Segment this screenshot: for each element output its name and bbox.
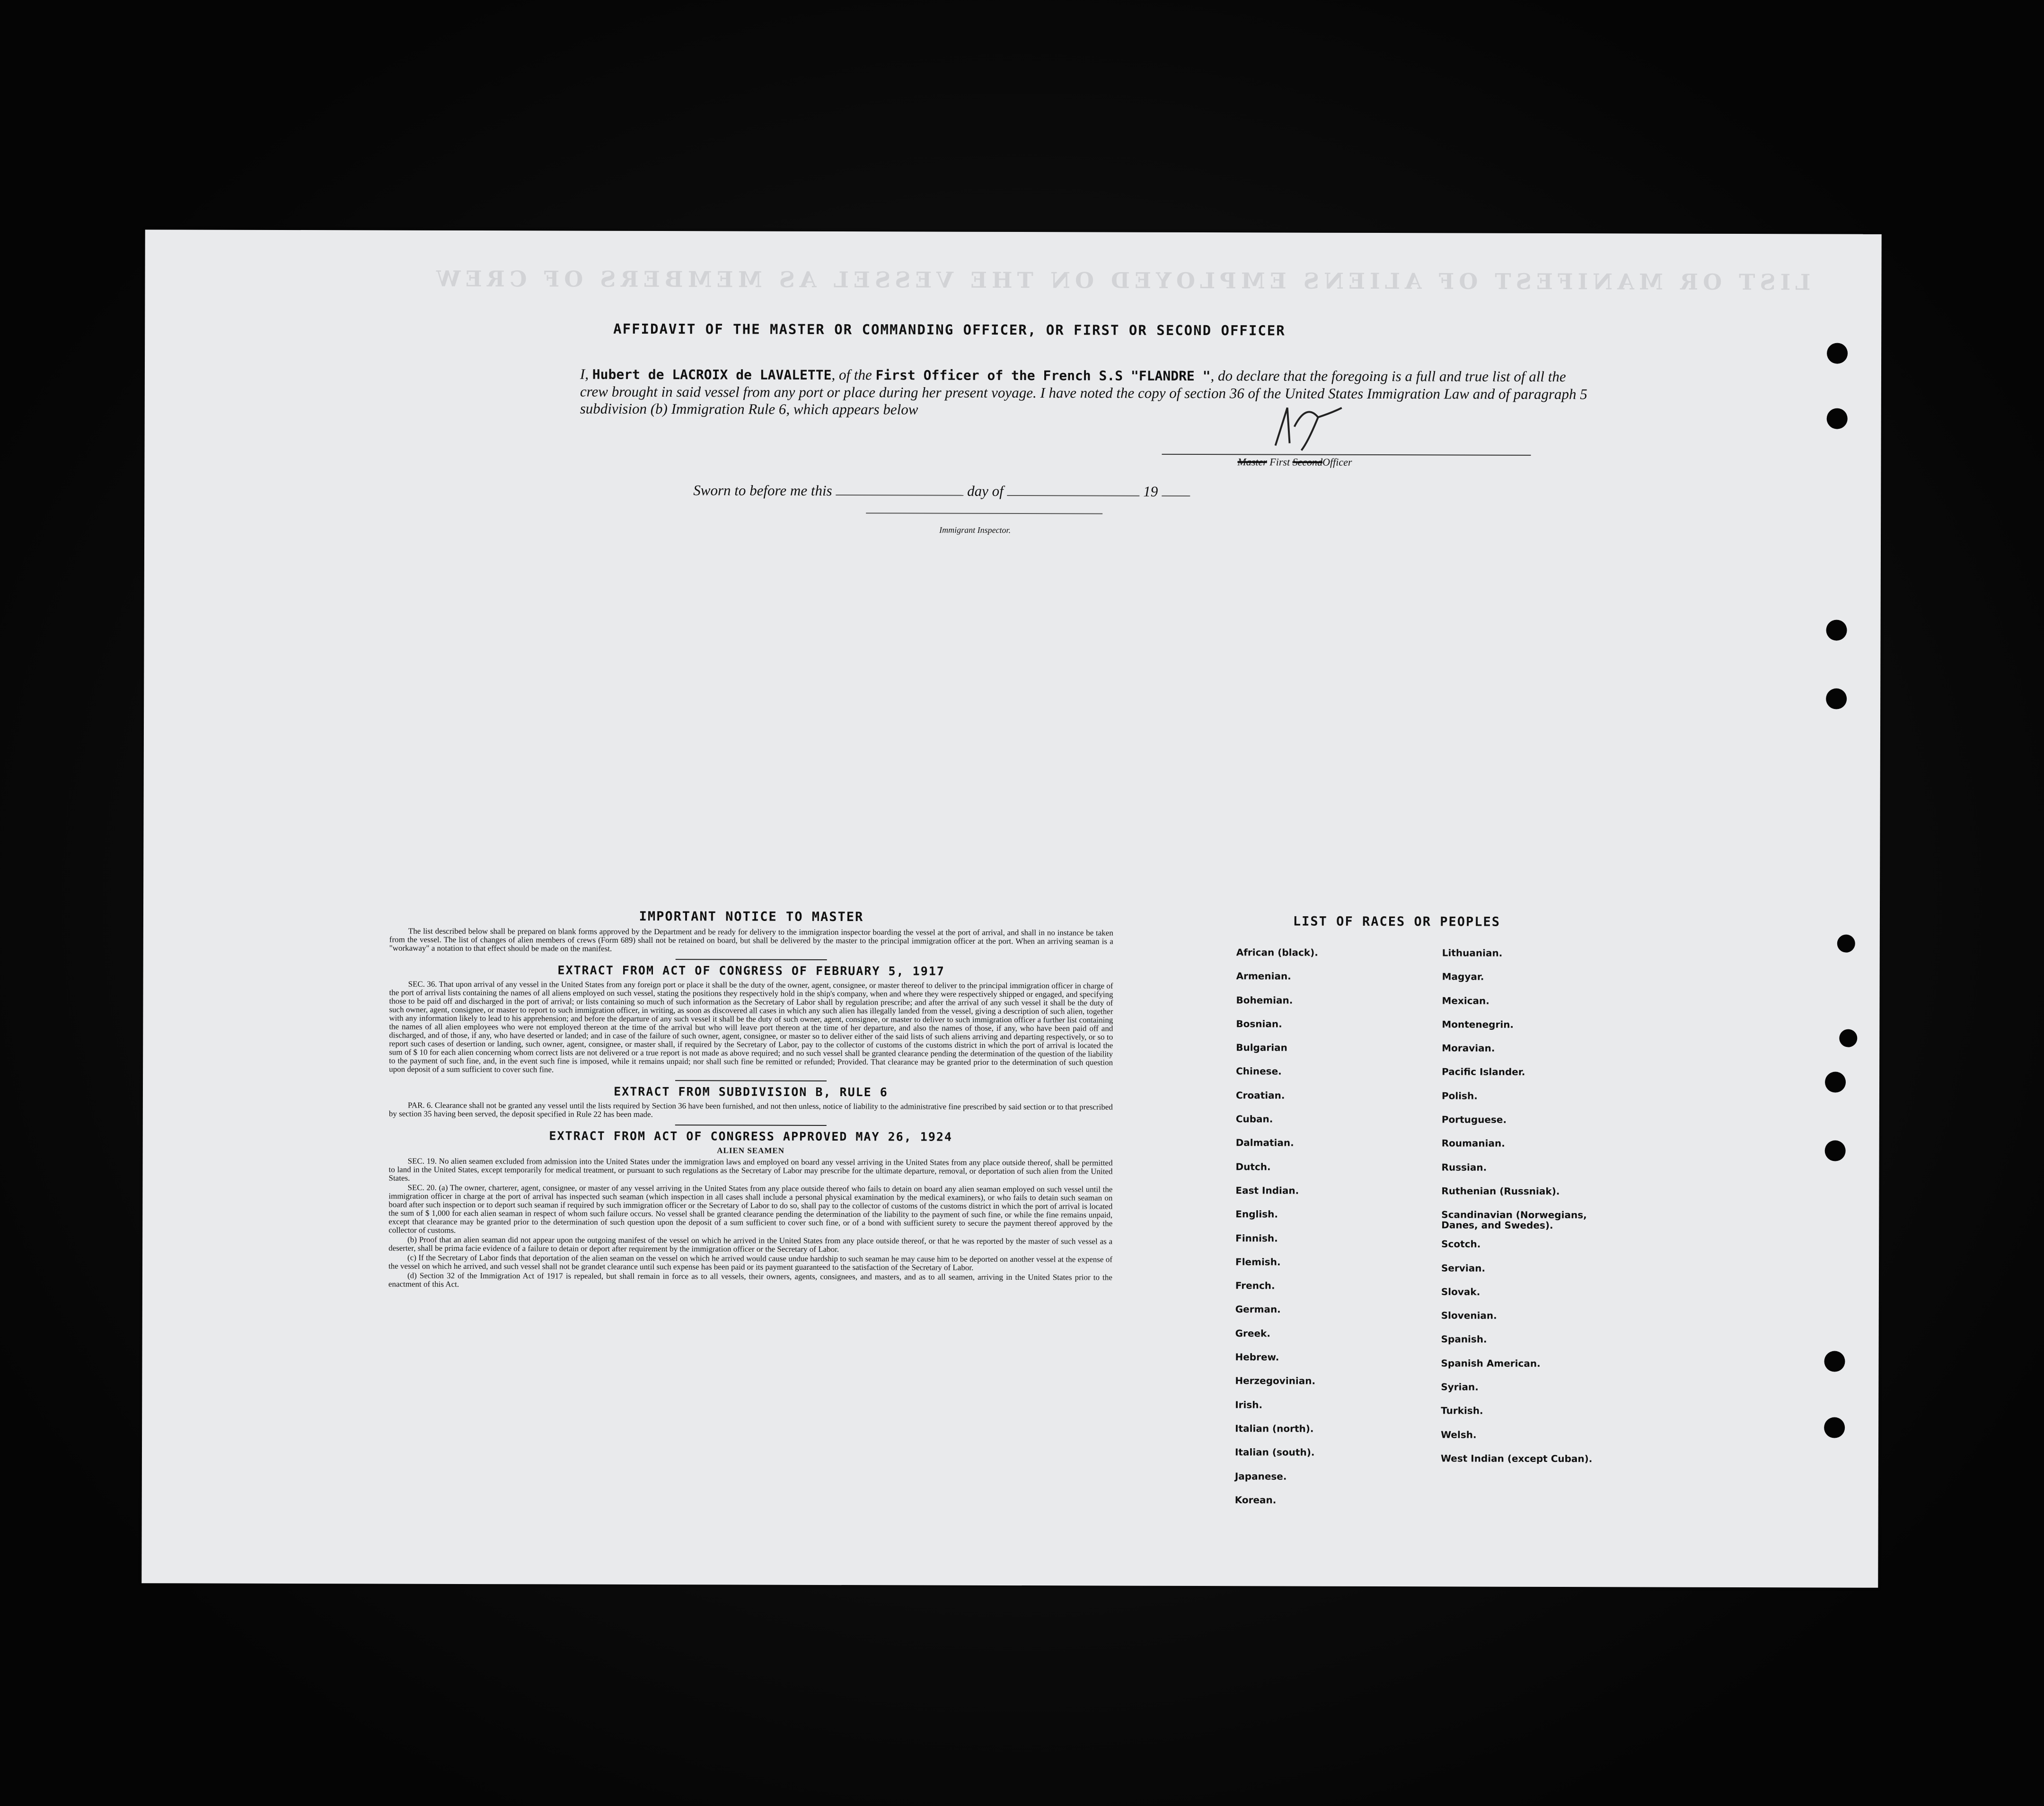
race-item: German. xyxy=(1235,1303,1281,1315)
extract3-sec20c: (c) If the Secretary of Labor finds that deportation of the alien seaman on the vessel on which he arrived would cause undue hardship to such seaman he may cause him to be deported on another vessel at the expense of the vessel on which he arrived, and such vessel shall not be grandet clearance until such expense has been paid or its payment guaranteed to the satisfaction of the Secretary of Labor. xyxy=(388,1253,1113,1272)
declaration-prefix: I, xyxy=(580,365,589,382)
race-item: Chinese. xyxy=(1236,1065,1282,1077)
sworn-day-blank xyxy=(836,495,963,496)
sworn-text: Sworn to before me this xyxy=(693,482,832,499)
notice-intro: The list described below shall be prepared on blank forms approved by the Department and be ready for delivery to the immigration inspector boarding the vessel at the port of arrival, and shall in no instance be taken from the vessel. The list of changes of alien members of crews (Form 689) shall not be retained on board, but shall be delivered by the master to the principal immigration officer at the port. When an arriving seaman is a "workaway" a notation to that effect should be made on the manifest. xyxy=(389,926,1113,953)
race-item: Cuban. xyxy=(1235,1113,1273,1125)
race-item: Servian. xyxy=(1441,1262,1486,1274)
extract3-sec20a: SEC. 20. (a) The owner, charterer, agent, consignee, or master of any vessel arriving in the United States from any place outside thereof who fails to detain on board any alien seaman employed on such vessel until the immigration officer in charge at the port of arrival has inspected such seaman (which inspection in all cases shall include a personal physical examination by the medical examiners), or who fails to detain such seaman on board after such inspection or to deport such seaman if required by such immigration officer or the Secretary of Labor to do so, shall pay to the collector of customs of the customs district in which the port of arrival is located the sum of $ 1,000 for each alien seaman in respect of whom such failure occurs. No vessel shall be granted clearance pending the determination of the liability to the payment of such fine, or while the fine remains unpaid, except that clearance may be granted prior to the determination of such question upon the deposit of a sum sufficient to cover such fine, or of a bond with sufficient surety to secure the payment thereof approved by the collector of customs. xyxy=(388,1183,1113,1235)
caption-first: First xyxy=(1269,456,1290,468)
race-item: Russian. xyxy=(1441,1161,1487,1173)
sworn-day-of: day of xyxy=(967,482,1004,499)
punch-hole xyxy=(1839,1029,1857,1047)
race-item: Dutch. xyxy=(1235,1160,1271,1173)
race-item: Magyar. xyxy=(1442,971,1484,983)
extract2-title: EXTRACT FROM SUBDIVISION B, RULE 6 xyxy=(614,1084,888,1099)
declarant-name: Hubert de LACROIX de LAVALETTE xyxy=(592,366,832,383)
signature-caption xyxy=(1237,456,1352,469)
race-item: Italian (north). xyxy=(1235,1423,1314,1434)
race-item: Korean. xyxy=(1234,1494,1277,1506)
divider xyxy=(676,959,827,960)
race-item: Slovenian. xyxy=(1441,1310,1497,1321)
punch-hole xyxy=(1825,1072,1846,1093)
extract3-sec20d: (d) Section 32 of the Immigration Act of 1917 is repealed, but shall remain in force as to all vessels, their owners, agents, consignees, and masters, and as to all seamen, arriving in the United States prior to the enactment of this Act. xyxy=(388,1271,1112,1289)
race-item: Irish. xyxy=(1235,1399,1263,1411)
race-item: Montenegrin. xyxy=(1442,1018,1514,1030)
divider xyxy=(675,1124,827,1126)
races-right-column xyxy=(1441,947,1622,1477)
sworn-year: 19 xyxy=(1143,483,1158,500)
race-item: Turkish. xyxy=(1441,1405,1483,1416)
race-item: Mexican. xyxy=(1442,994,1489,1007)
punch-hole xyxy=(1825,1141,1846,1161)
race-item: Herzegovinian. xyxy=(1235,1375,1316,1387)
punch-hole xyxy=(1837,935,1855,953)
races-left-column xyxy=(1235,947,1407,1519)
signature-line xyxy=(1162,454,1531,456)
race-item: Italian (south). xyxy=(1234,1446,1315,1458)
race-item: Bohemian. xyxy=(1236,994,1293,1006)
extract3-sec20b: (b) Proof that an alien seaman did not appear upon the outgoing manifest of the vessel on which he arrived in the United States from any place outside thereof, or that he was reported by the master of such vessel as a deserter, shall be prima facie evidence of a failure to detain or deport after requirement by the immigration officer or the Secretary of Labor. xyxy=(388,1235,1113,1254)
notice-title: IMPORTANT NOTICE TO MASTER xyxy=(639,909,864,925)
divider xyxy=(675,1080,827,1081)
race-item: Dalmatian. xyxy=(1235,1137,1294,1149)
race-item: Ruthenian (Russniak). xyxy=(1441,1185,1560,1197)
race-item: Greek. xyxy=(1235,1327,1270,1339)
sworn-statement xyxy=(693,482,1190,500)
race-item: Polish. xyxy=(1441,1090,1478,1102)
race-item: West Indian (except Cuban). xyxy=(1440,1452,1593,1465)
race-item: Scandinavian (Norwegians, Danes, and Swedes). xyxy=(1441,1209,1587,1231)
extract3-sec19: SEC. 19. No alien seamen excluded from admission into the United States under the immigration laws and employed on board any vessel arriving in the United States from any place outside thereof, shall be permitted to land in the United States, except temporarily for medical treatment, or pursuant to such regulations as the Secretary of Labor may prescribe for the ultimate departure, removal, or deportation of such alien from the United States. xyxy=(388,1156,1113,1183)
caption-officer: Officer xyxy=(1322,456,1352,468)
race-item: Finnish. xyxy=(1235,1232,1278,1244)
race-item: Bosnian. xyxy=(1236,1018,1282,1030)
race-item: French. xyxy=(1235,1280,1275,1292)
race-item: East Indian. xyxy=(1235,1185,1299,1196)
race-item: Hebrew. xyxy=(1235,1351,1279,1363)
race-item: Armenian. xyxy=(1236,970,1291,982)
affidavit-title: AFFIDAVIT OF THE MASTER OR COMMANDING OFFICER, OR FIRST OR SECOND OFFICER xyxy=(613,320,1286,339)
race-item: Bulgarian xyxy=(1236,1042,1287,1054)
race-item: Japanese. xyxy=(1234,1470,1287,1482)
inspector-line xyxy=(866,513,1102,514)
race-item: Moravian. xyxy=(1442,1042,1495,1054)
race-item: Portuguese. xyxy=(1441,1114,1507,1125)
race-item: African (black). xyxy=(1236,947,1318,958)
vessel-role: First Officer of the French S.S "FLANDRE " xyxy=(875,367,1211,384)
declaration-of-the: , of the xyxy=(831,366,872,383)
punch-hole xyxy=(1824,1417,1845,1438)
race-item: Lithuanian. xyxy=(1442,947,1503,959)
extract1-text: SEC. 36. That upon arrival of any vessel in the United States from any foreign port or place it shall be the duty of the owner, agent, consignee, or master thereof to deliver to the principal immigration officer in charge of the port of arrival lists containing the names of all aliens employed on such vessel, stating the positions they respectively hold in the ship's company, when and where they were respectively shipped or engaged, and specifying those to be paid off and discharged in the port of arrival; or lists containing so much of such information as the Secretary of Labor shall by regulation prescribe; and after the arrival of any such vessel it shall be the duty of such owner, agent, consignee, or master to report to such immigration officer, in writing, as soon as discovered all cases in which any such alien has illegally landed from the vessel, giving a description of such alien, together with any information likely to lead to his apprehension; and before the departure of any such vessel it shall be the duty of such owner, agent, consignee, or master to deliver to such immigration officer a further list containing the names of all alien employees who were not employed thereon at the time of the arrival but who will leave port thereon at the time of her departure, and also the names of those, if any, who have been paid off and discharged, and of those, if any, who have deserted or landed; and in case of the failure of such owner, agent, consignee, or master so to deliver either of the said lists of such aliens arriving and departing respectively, or so to report such cases of desertion or landing, such owner, agent, consignee, or master shall, if required by the Secretary of Labor, pay to the collector of customs of the customs district in which the port of arrival is located the sum of $ 10 for each alien concerning whom correct lists are not delivered or a true report is not made as above required; and no such vessel shall be granted clearance pending the determination of the question of the liability to the payment of such fine, and, in the event such fine is imposed, while it remains unpaid; nor shall such fine be remitted or refunded; Provided. That clearance may be granted prior to the determination of such question upon deposit of a sum sufficient to cover such fine. xyxy=(389,979,1113,1074)
punch-hole xyxy=(1826,620,1847,641)
important-notice xyxy=(388,909,1113,1292)
affidavit-declaration xyxy=(580,366,1597,420)
race-item: Flemish. xyxy=(1235,1256,1281,1268)
race-item: Scotch. xyxy=(1441,1238,1481,1250)
extract3-subtitle: ALIEN SEAMEN xyxy=(717,1146,785,1155)
signature-mark xyxy=(1261,398,1356,455)
punch-hole xyxy=(1826,689,1847,709)
manifest-sheet xyxy=(141,230,1881,1588)
extract3-title: EXTRACT FROM ACT OF CONGRESS APPROVED MAY 26, 1924 xyxy=(549,1129,953,1144)
race-item: Spanish. xyxy=(1441,1333,1487,1346)
extract1-title: EXTRACT FROM ACT OF CONGRESS OF FEBRUARY 5, 1917 xyxy=(557,963,945,978)
race-item: Slovak. xyxy=(1441,1286,1480,1298)
race-item: Syrian. xyxy=(1441,1381,1479,1393)
punch-hole xyxy=(1827,408,1848,429)
inspector-label: Immigrant Inspector. xyxy=(939,525,1011,535)
declaration-body: , do declare that the foregoing is a full and true list of all the crew brought in said vessel from any port or place during her present voyage. I have noted the copy of section 36 of the United States Immigration Law and of paragraph 5 subdivision (b) Immigration Rule 6, which appears below xyxy=(580,367,1587,418)
struck-master: Master xyxy=(1237,456,1267,468)
struck-second: Second xyxy=(1292,456,1323,468)
bleed-through-heading: LIST OR MANIFEST OF ALIENS EMPLOYED ON THE VESSEL AS MEMBERS OF CREW xyxy=(431,266,1811,295)
punch-hole xyxy=(1827,343,1848,364)
sworn-month-blank xyxy=(1007,495,1140,496)
race-item: English. xyxy=(1235,1208,1278,1220)
race-item: Spanish American. xyxy=(1441,1357,1541,1369)
race-item: Welsh. xyxy=(1441,1429,1477,1441)
extract2-text: PAR. 6. Clearance shall not be granted any vessel until the lists required by Section 36 have been furnished, and not then unless, notice of liability to the administrative fine prescribed by said section or to that prescribed by section 35 having been served, the deposit specified in Rule 22 has been made. xyxy=(388,1100,1113,1119)
race-item: Roumanian. xyxy=(1441,1137,1505,1150)
race-item: Pacific Islander. xyxy=(1442,1066,1525,1078)
punch-hole xyxy=(1824,1351,1845,1372)
race-item: Croatian. xyxy=(1235,1089,1285,1101)
races-title: LIST OF RACES OR PEOPLES xyxy=(1293,914,1501,930)
